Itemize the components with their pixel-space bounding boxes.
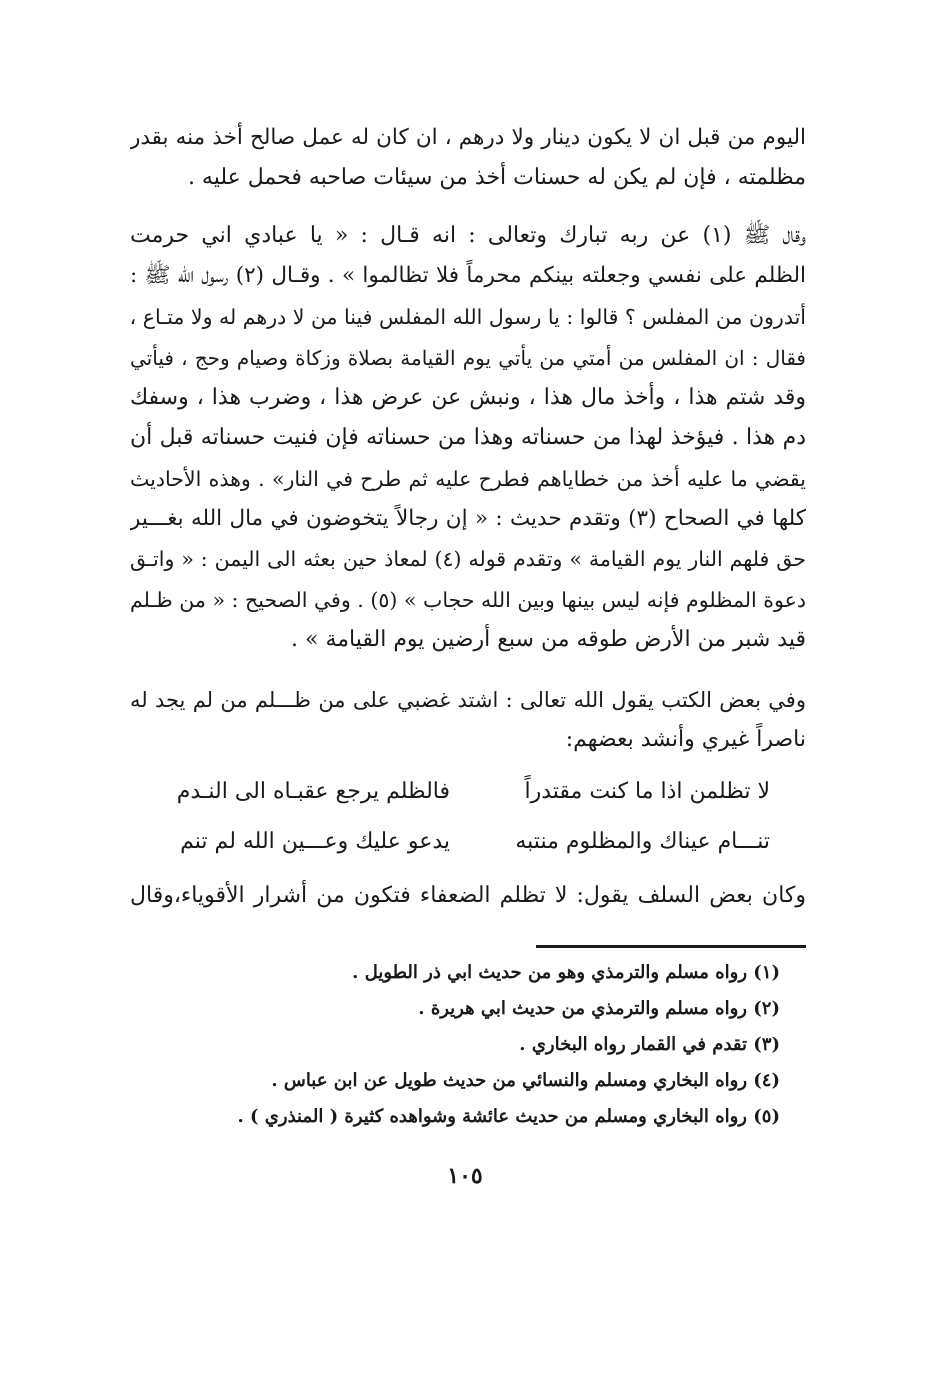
footnote-separator xyxy=(536,945,806,948)
body-text-line: الظلم على نفسي وجعلته بينكم محرماً فلا تظالموا » . وقـال (٢) رسول الله ﷺ : xyxy=(130,263,806,288)
poem-verse-first-hemistich: لا تظلمن اذا ما كنت مقتدراً xyxy=(524,779,770,804)
body-text-line: دم هذا . فيؤخذ لهذا من حسناته وهذا من حسناته فإن فنيت حسناته قبل أن xyxy=(130,425,806,450)
body-text-line: وقد شتم هذا ، وأخذ مال هذا ، ونبش عن عرض هذا ، وضرب هذا ، وسفك xyxy=(130,385,806,410)
body-text-line: مظلمته ، فإن لم يكن له حسنات أخذ من سيئات صاحبه فحمل عليه . xyxy=(187,165,806,190)
footnote: (٣) تقدم في القمار رواه البخاري . xyxy=(519,1034,780,1055)
poem-verse-first-hemistich: تنـــام عيناك والمظلوم منتبه xyxy=(515,829,770,854)
body-text-line: فقال : ان المفلس من أمتي من يأتي يوم القيامة بصلاة وزكاة وصيام وحج ، فيأتي xyxy=(130,346,806,370)
body-text-line: وقال ﷺ (١) عن ربه تبارك وتعالى : انه قـال : « يا عبادي اني حرمت xyxy=(130,223,806,248)
footnote: (٢) رواه مسلم والترمذي من حديث ابي هريرة . xyxy=(418,998,780,1019)
body-text-line: دعوة المظلوم فإنه ليس بينها وبين الله حجاب » (٥) . وفي الصحيح : « من ظـلم xyxy=(130,588,806,612)
body-text-line: قيد شبر من الأرض طوقه من سبع أرضين يوم القيامة » . xyxy=(291,627,806,652)
body-text-line: وفي بعض الكتب يقول الله تعالى : اشتد غضبي على من ظـــلم من لم يجد له xyxy=(130,688,806,712)
page-number: ١٠٥ xyxy=(447,1163,483,1189)
body-text-line: اليوم من قبل ان لا يكون دينار ولا درهم ، ان كان له عمل صالح أخذ منه بقدر xyxy=(130,125,806,150)
footnote: (٥) رواه البخاري ومسلم من حديث عائشة وشواهده كثيرة ( المنذري ) . xyxy=(237,1106,780,1127)
body-text-line: يقضي ما عليه أخذ من خطاياهم فطرح عليه ثم طرح في النار» . وهذه الأحاديث xyxy=(130,467,806,491)
body-text-line: حق فلهم النار يوم القيامة » وتقدم قوله (٤) لمعاذ حين بعثه الى اليمن : « واتـق xyxy=(130,547,806,571)
body-text-line: كلها في الصحاح (٣) وتقدم حديث : « إن رجالاً يتخوضون في مال الله بغـــير xyxy=(130,506,806,531)
body-text-line: أتدرون من المفلس ؟ قالوا : يا رسول الله المفلس فينا من لا درهم له ولا متـاع ، xyxy=(130,305,806,329)
poem-verse-second-hemistich: يدعو عليك وعـــين الله لم تنم xyxy=(180,829,450,854)
body-text-line: وكان بعض السلف يقول: لا تظلم الضعفاء فتكون من أشرار الأقوياء،وقال xyxy=(130,883,806,908)
footnote: (١) رواه مسلم والترمذي وهو من حديث ابي ذر الطويل . xyxy=(352,962,780,983)
footnote: (٤) رواه البخاري ومسلم والنسائي من حديث طويل عن ابن عباس . xyxy=(271,1070,780,1091)
poem-verse-second-hemistich: فالظلم يرجع عقبـاه الى النـدم xyxy=(176,779,450,804)
body-text-line: ناصراً غيري وأنشد بعضهم: xyxy=(565,727,806,752)
